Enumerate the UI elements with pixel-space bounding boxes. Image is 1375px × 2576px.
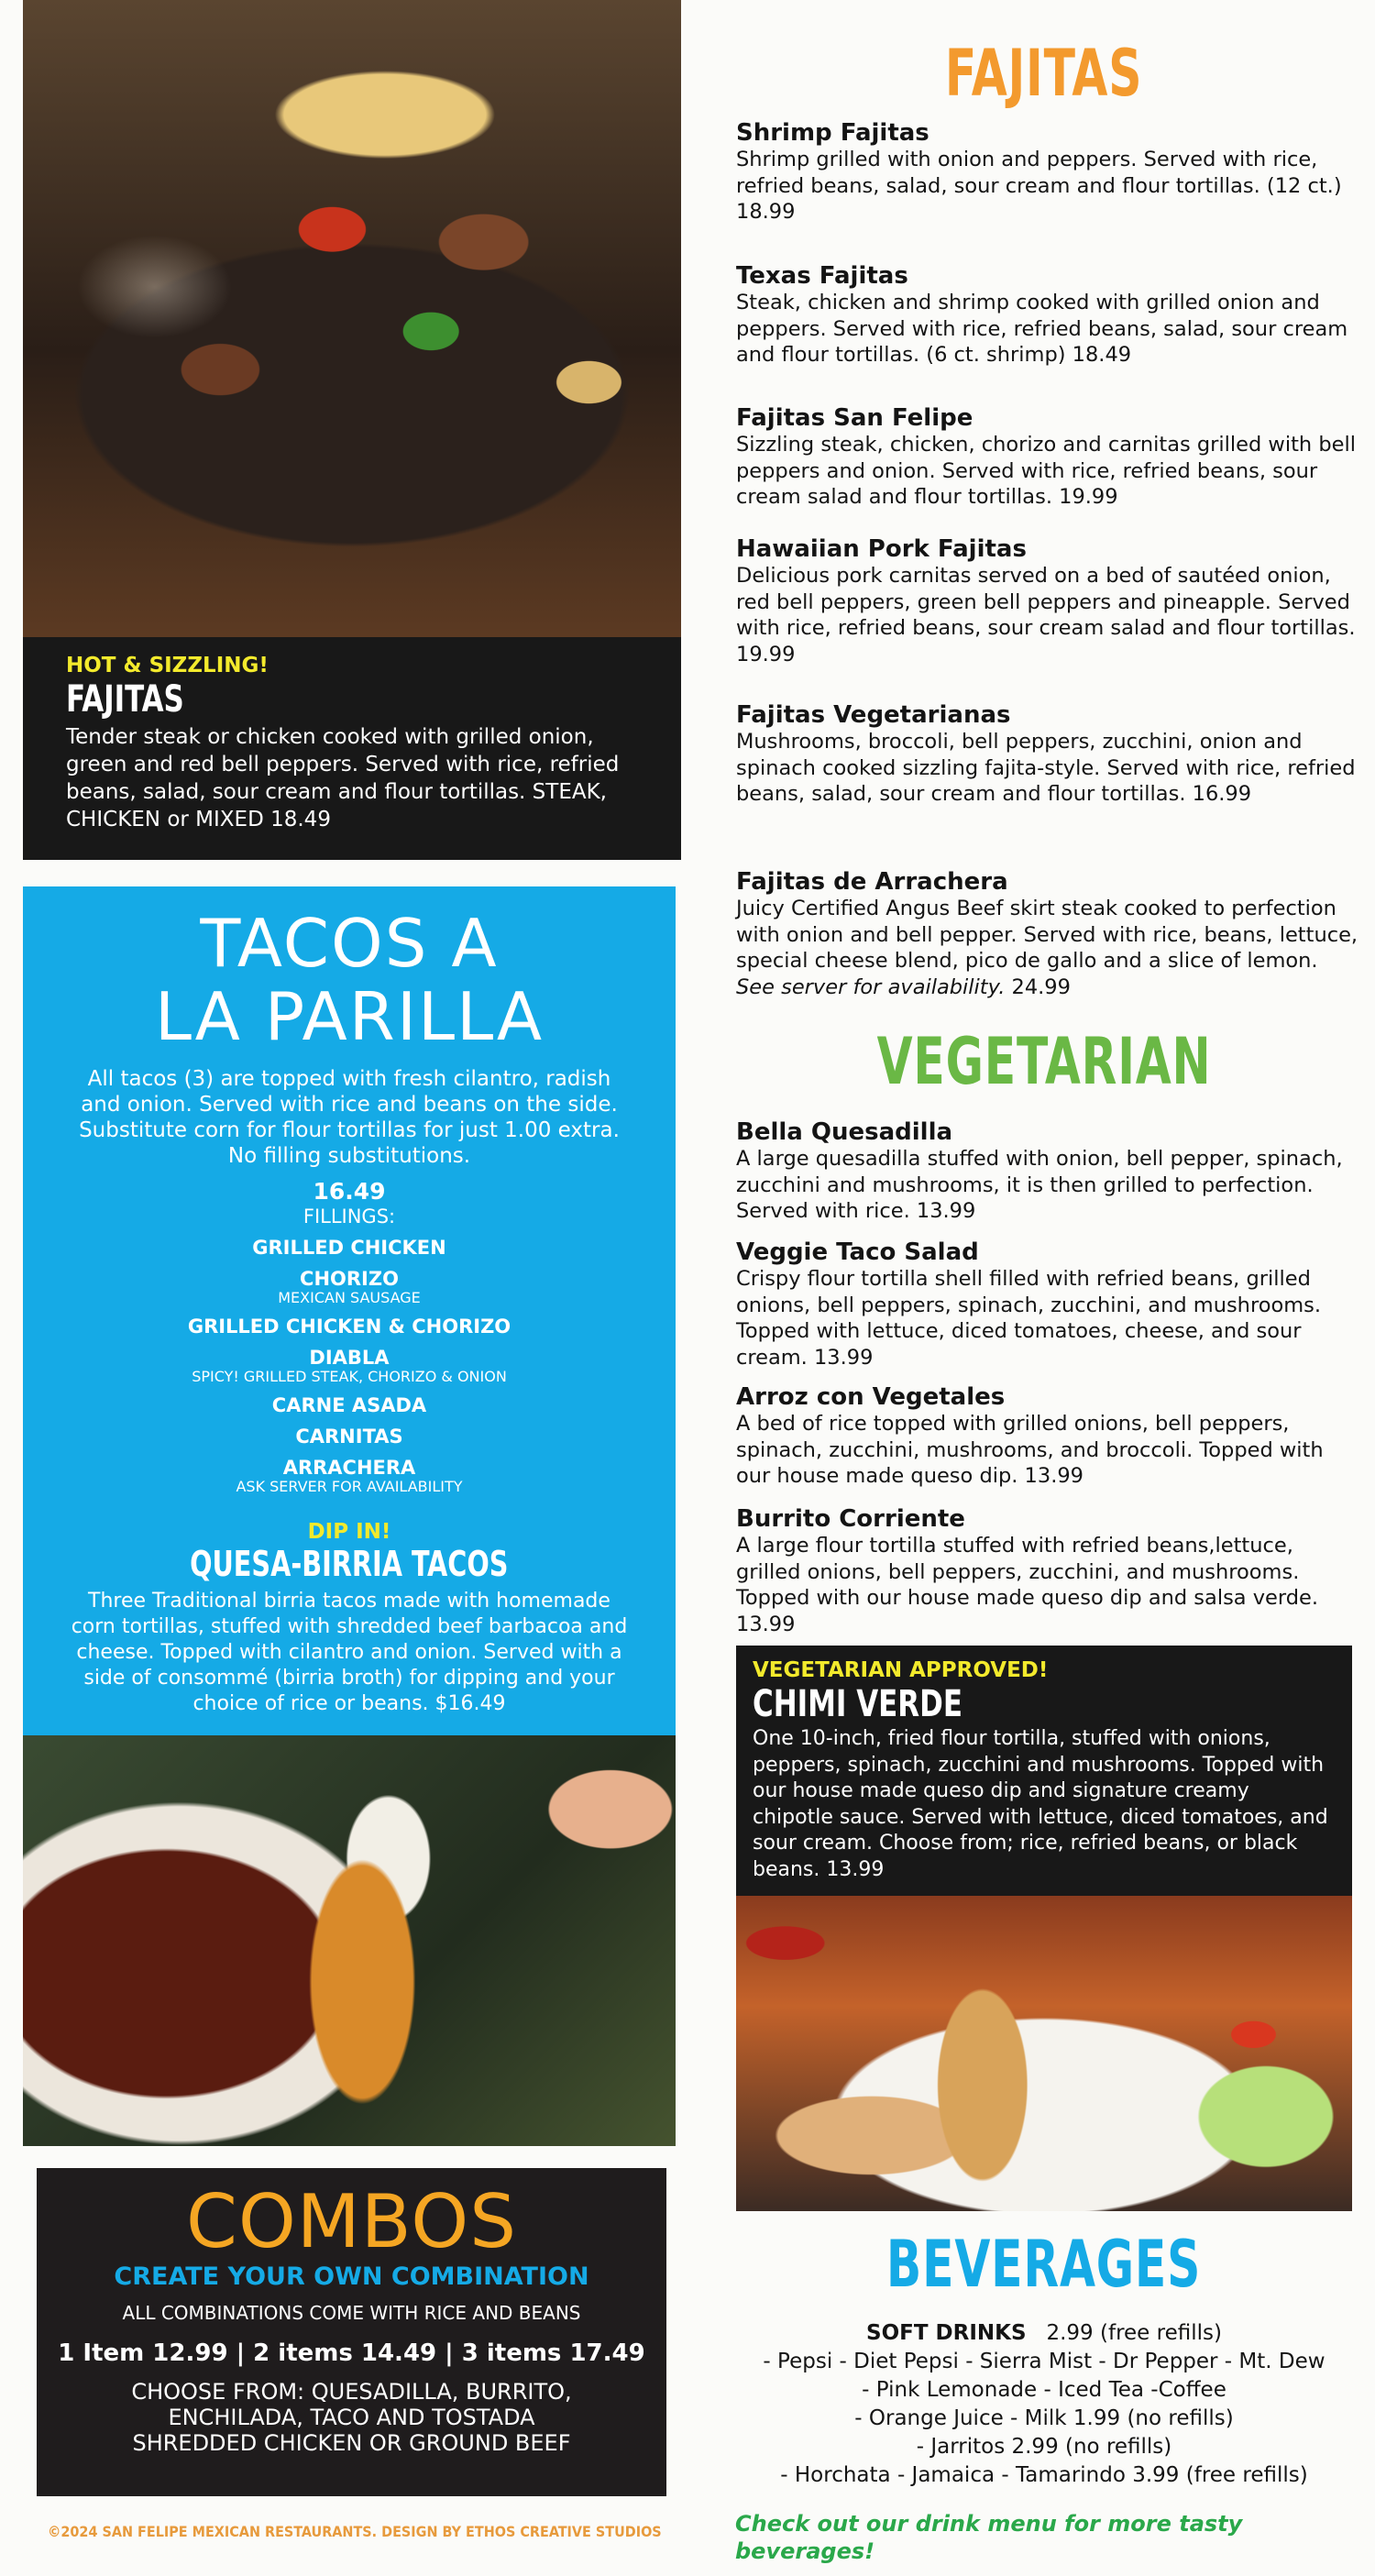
tacos-title-line2: LA PARILLA xyxy=(154,978,544,1055)
fajitas-feature-box xyxy=(23,637,681,860)
beverages-heading xyxy=(736,2226,1352,2303)
item-name: Texas Fajitas xyxy=(736,262,908,290)
tacos-intro: All tacos (3) are topped with fresh cilantro, radish and onion. Served with rice and beans on the side. Substitute corn for flour tortillas for just 1.00 extra. No filling substitutions. xyxy=(79,1067,620,1168)
quesa-birria-desc: Three Traditional birria tacos made with homemade corn tortillas, stuffed with shredded beef barbacoa and cheese. Topped with cilantro and onion. Served with a side of consommé (birria broth) for dipping and your choice of rice or beans. $16.49 xyxy=(71,1590,628,1715)
item-desc: A large flour tortilla stuffed with refried beans,lettuce, grilled onions, bell peppers, zucchini, and mushrooms. Topped with our house made queso dip and salsa verde. 13.99 xyxy=(736,1534,1319,1636)
combos-choose-line: ENCHILADA, TACO AND TOSTADA xyxy=(168,2405,535,2430)
fillings-label: FILLINGS: xyxy=(302,1205,396,1227)
item-name: Burrito Corriente xyxy=(736,1505,965,1533)
fajitas-heading-text: FAJITAS xyxy=(945,36,1143,111)
beverages-list xyxy=(736,2319,1352,2490)
combos-title: COMBOS xyxy=(185,2179,518,2264)
menu-item xyxy=(736,1383,1359,1490)
chimi-desc: One 10-inch, fried flour tortilla, stuffed with onions, peppers, spinach, zucchini and mushrooms. Topped with our house made queso dip and signature creamy chipotle sauce. Served with lettuce, diced tomatoes, and sour cream. Choose from; rice, refried beans, or black beans. 13.99 xyxy=(753,1727,1328,1881)
filling-item: CHORIZO xyxy=(300,1268,399,1290)
menu-item xyxy=(736,119,1359,226)
menu-item xyxy=(736,404,1359,511)
item-name: Hawaiian Pork Fajitas xyxy=(736,535,1027,563)
tacos-price: 16.49 xyxy=(313,1178,386,1205)
soft-drinks-price: 2.99 (free refills) xyxy=(1046,2321,1222,2345)
combos-box xyxy=(37,2168,666,2496)
filling-note: ASK SERVER FOR AVAILABILITY xyxy=(236,1478,463,1495)
beverage-line: - Orange Juice - Milk 1.99 (no refills) xyxy=(854,2406,1234,2430)
item-name: Fajitas San Felipe xyxy=(736,404,974,432)
item-name: Fajitas Vegetarianas xyxy=(736,701,1011,729)
fajitas-heading xyxy=(736,37,1352,110)
combos-note: ALL COMBINATIONS COME WITH RICE AND BEANS xyxy=(122,2302,581,2324)
filling-note: SPICY! GRILLED STEAK, CHORIZO & ONION xyxy=(192,1368,507,1385)
tacos-panel xyxy=(23,886,676,1735)
filling-item: GRILLED CHICKEN & CHORIZO xyxy=(187,1316,512,1338)
fajitas-feature-desc: Tender steak or chicken cooked with grilled onion, green and red bell peppers. Served with rice, refried beans, salad, sour cream and flour tortillas. STEAK, CHICKEN or MIXED 18.49 xyxy=(66,725,620,831)
item-name: Arroz con Vegetales xyxy=(736,1383,1006,1411)
item-desc: A bed of rice topped with grilled onions, bell peppers, spinach, zucchini, mushrooms, and broccoli. Topped with our house made queso dip. 13.99 xyxy=(736,1412,1324,1488)
vegetarian-heading xyxy=(736,1025,1352,1098)
fajitas-photo xyxy=(23,0,681,637)
beverage-line: - Pink Lemonade - Iced Tea -Coffee xyxy=(862,2378,1226,2402)
item-name: Shrimp Fajitas xyxy=(736,119,930,147)
combos-choose-line: SHREDDED CHICKEN OR GROUND BEEF xyxy=(132,2430,571,2456)
item-desc: Mushrooms, broccoli, bell peppers, zucchini, onion and spinach cooked sizzling fajita-style. Served with rice, refried beans, salad, sour cream and flour tortillas. 16.99 xyxy=(736,730,1356,806)
menu-item xyxy=(736,1238,1359,1371)
item-desc: Crispy flour tortilla shell filled with refried beans, grilled onions, bell peppers, spinach, zucchini, and mushrooms. Topped with lettuce, diced tomatoes, cheese, and sour cream. 13.99 xyxy=(736,1267,1322,1370)
soft-drinks-label: SOFT DRINKS xyxy=(866,2321,1027,2345)
menu-item xyxy=(736,1118,1359,1225)
fajitas-feature-title: FAJITAS xyxy=(66,678,184,721)
beverage-line: - Pepsi - Diet Pepsi - Sierra Mist - Dr Pepper - Mt. Dew xyxy=(763,2350,1326,2373)
filling-item: CARNITAS xyxy=(295,1426,403,1448)
chimi-title: CHIMI VERDE xyxy=(753,1683,962,1725)
filling-item: CARNE ASADA xyxy=(271,1394,427,1416)
copyright: ©2024 SAN FELIPE MEXICAN RESTAURANTS. DESIGN BY ETHOS CREATIVE STUDIOS xyxy=(48,2523,662,2540)
fillings-list xyxy=(23,1237,676,1495)
item-desc: Delicious pork carnitas served on a bed of sautéed onion, red bell peppers, green bell peppers and pineapple. Served with rice, refried beans, sour cream salad and flour tortillas. 19.99 xyxy=(736,564,1356,666)
menu-item xyxy=(736,262,1359,369)
item-price: 24.99 xyxy=(1011,974,1071,999)
item-desc: Steak, chicken and shrimp cooked with grilled onion and peppers. Served with rice, refried beans, salad, sour cream and flour tortillas. (6 ct. shrimp) 18.49 xyxy=(736,291,1348,367)
beverage-line: - Jarritos 2.99 (no refills) xyxy=(916,2435,1172,2459)
fajitas-eyebrow: HOT & SIZZLING! xyxy=(66,654,269,677)
combos-choose-line: CHOOSE FROM: QUESADILLA, BURRITO, xyxy=(131,2379,572,2405)
menu-item xyxy=(736,535,1359,667)
beverages-heading-text: BEVERAGES xyxy=(886,2227,1202,2302)
beverage-line: - Horchata - Jamaica - Tamarindo 3.99 (free refills) xyxy=(780,2463,1308,2487)
filling-item: ARRACHERA xyxy=(282,1457,416,1479)
menu-item xyxy=(736,868,1359,1000)
vegetarian-heading-text: VEGETARIAN xyxy=(876,1024,1212,1099)
dip-label: DIP IN! xyxy=(307,1520,391,1544)
combos-prices: 1 Item 12.99 | 2 items 14.49 | 3 items 17.49 xyxy=(58,2339,645,2367)
birria-taco-photo xyxy=(23,1735,676,2146)
menu-item xyxy=(736,701,1359,808)
filling-note: MEXICAN SAUSAGE xyxy=(278,1289,421,1306)
item-name: Veggie Taco Salad xyxy=(736,1238,979,1266)
item-desc: Shrimp grilled with onion and peppers. Served with rice, refried beans, salad, sour cream and flour tortillas. (12 ct.) 18.99 xyxy=(736,148,1342,224)
quesa-birria-title: QUESA-BIRRIA TACOS xyxy=(190,1544,509,1584)
item-name: Bella Quesadilla xyxy=(736,1118,953,1146)
soft-drinks-line xyxy=(736,2319,1352,2348)
chimi-eyebrow: VEGETARIAN APPROVED! xyxy=(753,1658,1049,1682)
chimi-verde-box xyxy=(736,1646,1352,1896)
item-desc: A large quesadilla stuffed with onion, bell pepper, spinach, zucchini and mushrooms, it is then grilled to perfection. Served with rice. 13.99 xyxy=(736,1147,1343,1223)
filling-item: GRILLED CHICKEN xyxy=(252,1237,446,1259)
item-desc xyxy=(736,896,1359,1000)
combos-subtitle: CREATE YOUR OWN COMBINATION xyxy=(114,2262,589,2291)
menu-item xyxy=(736,1505,1359,1637)
item-desc: Sizzling steak, chicken, chorizo and carnitas grilled with bell peppers and onion. Served with rice, refried beans, sour cream salad and flour tortillas. 19.99 xyxy=(736,433,1356,509)
tacos-title-line1: TACOS A xyxy=(200,905,499,982)
availability-note: See server for availability. xyxy=(736,974,1006,999)
chimi-verde-photo xyxy=(736,1896,1352,2211)
item-name: Fajitas de Arrachera xyxy=(736,868,1008,896)
filling-item: DIABLA xyxy=(309,1347,390,1369)
item-desc-text: Juicy Certified Angus Beef skirt steak cooked to perfection with onion and bell pepper. Served with rice, beans, lettuce, special cheese blend, pico de gallo and a slice of lemon. xyxy=(736,897,1358,973)
drink-menu-note: Check out our drink menu for more tasty beverages! xyxy=(735,2511,1243,2564)
